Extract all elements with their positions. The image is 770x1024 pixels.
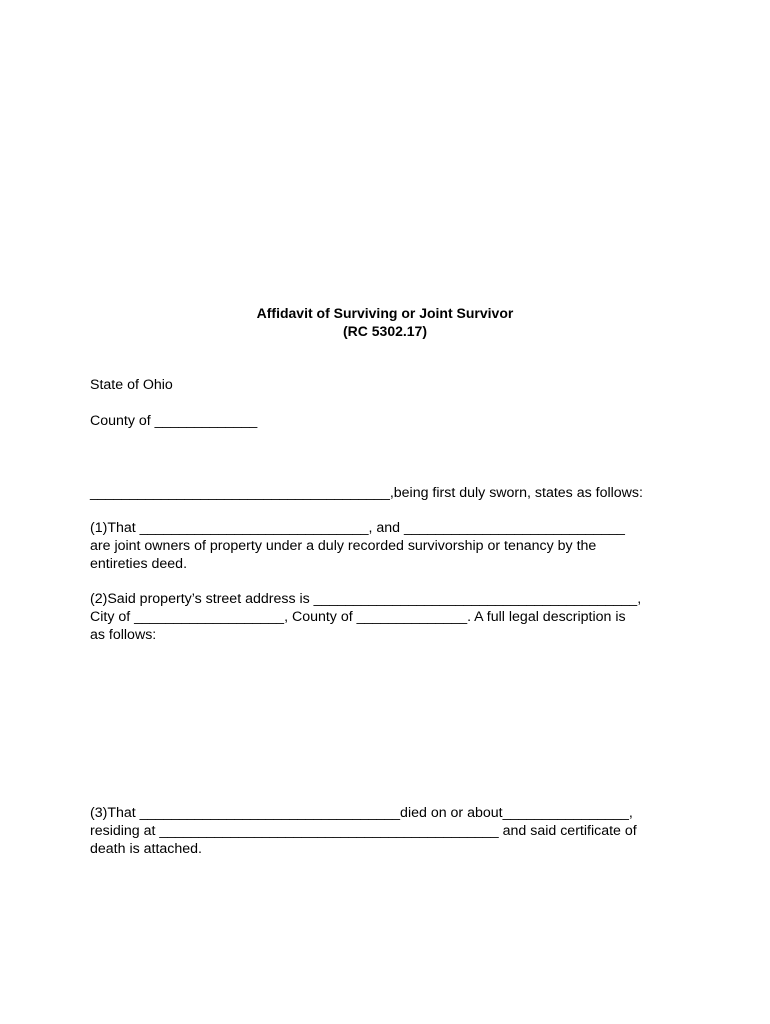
county-line: County of _____________ xyxy=(90,413,258,429)
para1-line-3: entireties deed. xyxy=(90,556,188,572)
para1-line-1: (1)That _____________________________, and ____________________________ xyxy=(90,520,625,536)
state-line: State of Ohio xyxy=(90,377,173,393)
para2-line-3: as follows: xyxy=(90,627,157,643)
para3-line-2: residing at ___________________________________________ and said certificate of xyxy=(90,823,637,839)
para2-line-1: (2)Said property’s street address is _________________________________________, xyxy=(90,591,642,607)
para2-line-2: City of ___________________, County of ______________. A full legal description is xyxy=(90,609,626,625)
para3-line-1: (3)That _________________________________died on or about________________, xyxy=(90,805,633,821)
para3-line-3: death is attached. xyxy=(90,841,203,857)
para1-line-2: are joint owners of property under a duly recorded survivorship or tenancy by the xyxy=(90,538,597,554)
document-title: Affidavit of Surviving or Joint Survivor xyxy=(256,305,514,321)
document-subtitle: (RC 5302.17) xyxy=(342,323,428,339)
affiant-line: ______________________________________,being first duly sworn, states as follows: xyxy=(90,485,643,501)
